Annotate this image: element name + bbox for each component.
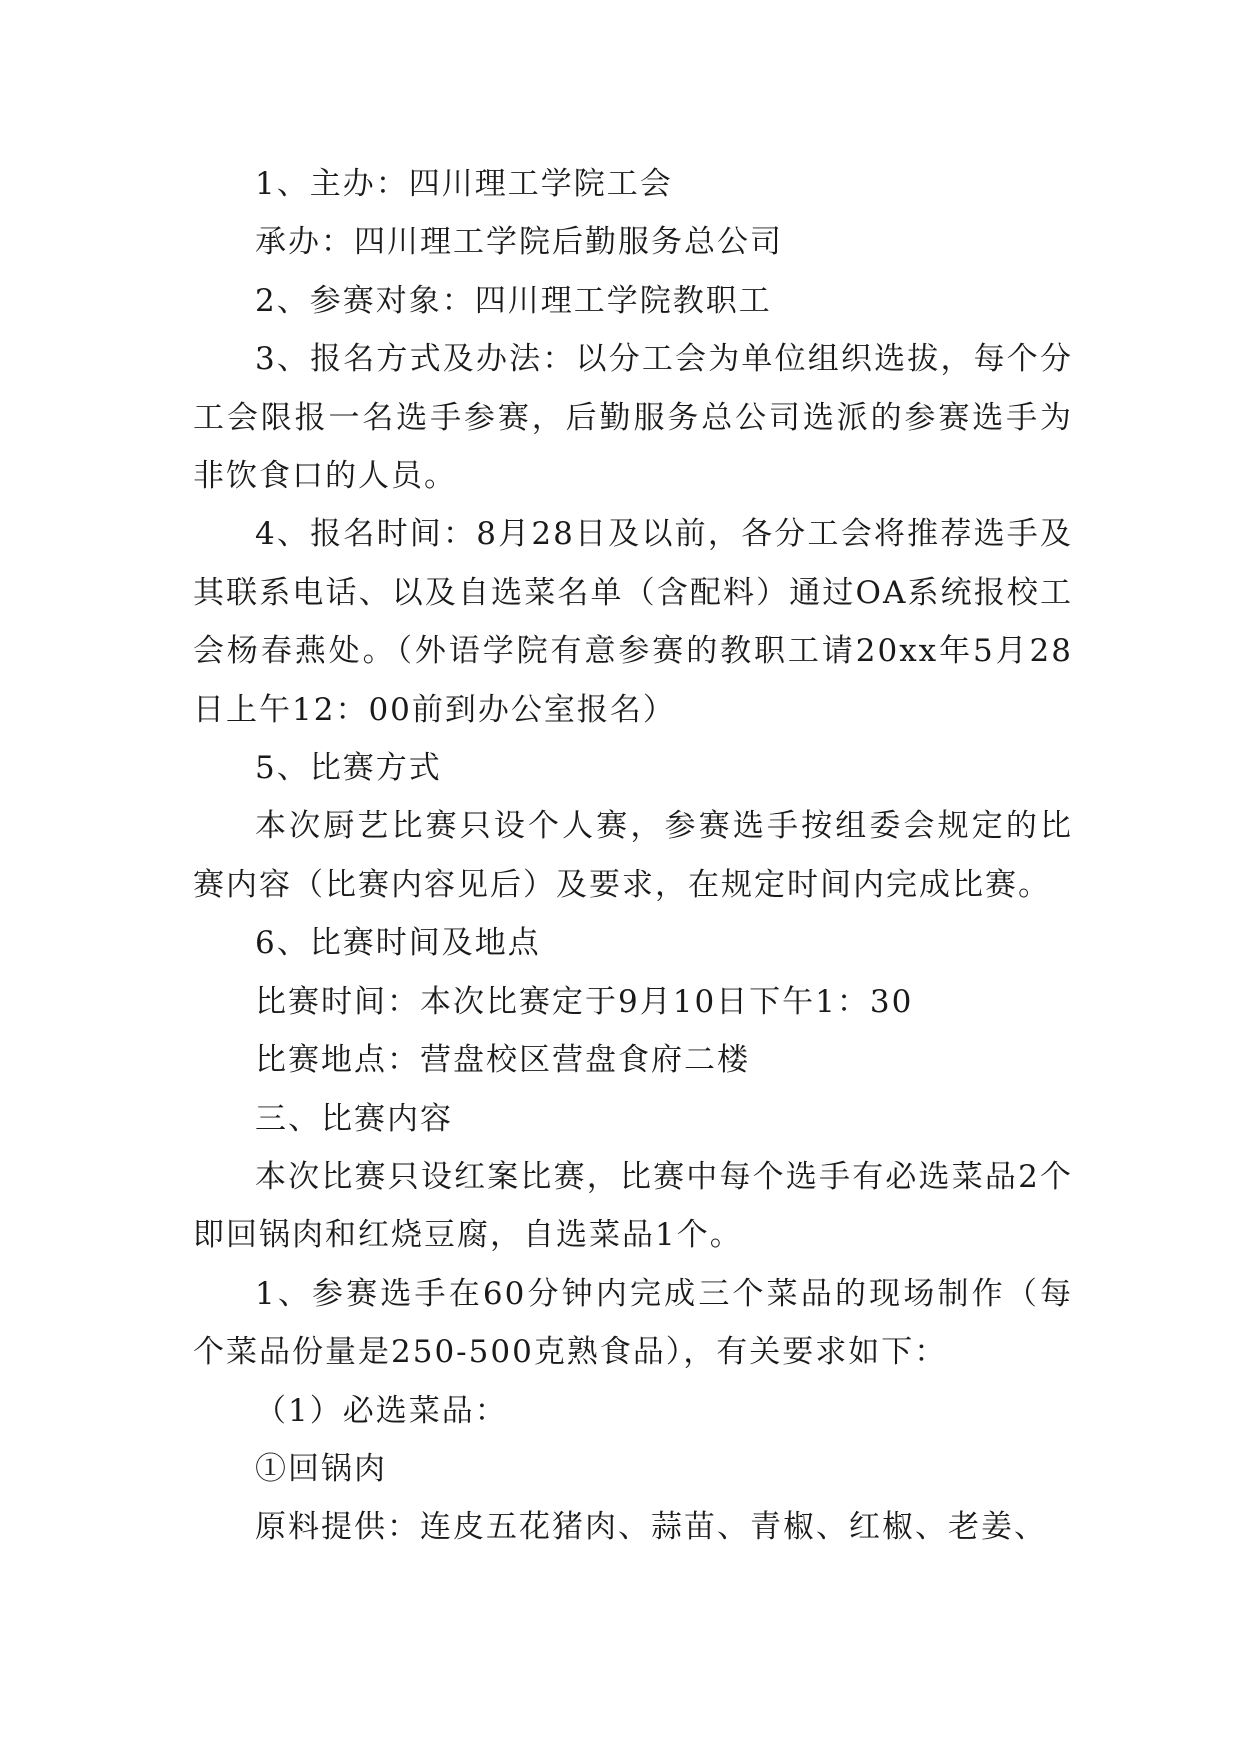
- paragraph-registration-time: 4、报名时间：8月28日及以前，各分工会将推荐选手及其联系电话、以及自选菜名单（含配料）通过OA系统报校工会杨春燕处。（外语学院有意参赛的教职工请20xx年5月28日上午12：00前到办公室报名）: [193, 516, 1073, 728]
- paragraph-competition-format-heading: 5、比赛方式: [255, 750, 442, 787]
- paragraph-organizer: 1、主办：四川理工学院工会: [255, 166, 673, 202]
- paragraph-dish-huiguorou: ①回锅肉: [255, 1450, 387, 1487]
- paragraph-participants: 2、参赛对象：四川理工学院教职工: [255, 282, 772, 319]
- paragraph-rule-1: 1、参赛选手在60分钟内完成三个菜品的现场制作（每个菜品份量是250-500克熟食品），有关要求如下：: [193, 1275, 1073, 1371]
- paragraph-competition-time: 比赛时间：本次比赛定于9月10日下午1：30: [255, 983, 914, 1020]
- section-heading-content: 三、比赛内容: [255, 1100, 453, 1137]
- paragraph-ingredients: 原料提供：连皮五花猪肉、蒜苗、青椒、红椒、老姜、: [255, 1509, 1047, 1546]
- paragraph-competition-place: 比赛地点：营盘校区营盘食府二楼: [255, 1042, 750, 1079]
- paragraph-content-overview: 本次比赛只设红案比赛，比赛中每个选手有必选菜品2个即回锅肉和红烧豆腐，自选菜品1个。: [193, 1158, 1073, 1254]
- paragraph-time-place-heading: 6、比赛时间及地点: [255, 925, 541, 962]
- document-body: [193, 155, 1073, 1557]
- paragraph-registration-method: 3、报名方式及办法：以分工会为单位组织选拔，每个分工会限报一名选手参赛，后勤服务总公司选派的参赛选手为非饮食口的人员。: [193, 341, 1073, 495]
- paragraph-co-organizer: 承办：四川理工学院后勤服务总公司: [255, 224, 783, 261]
- paragraph-required-dishes: （1）必选菜品：: [255, 1392, 508, 1429]
- paragraph-competition-format: 本次厨艺比赛只设个人赛，参赛选手按组委会规定的比赛内容（比赛内容见后）及要求，在规定时间内完成比赛。: [193, 808, 1073, 903]
